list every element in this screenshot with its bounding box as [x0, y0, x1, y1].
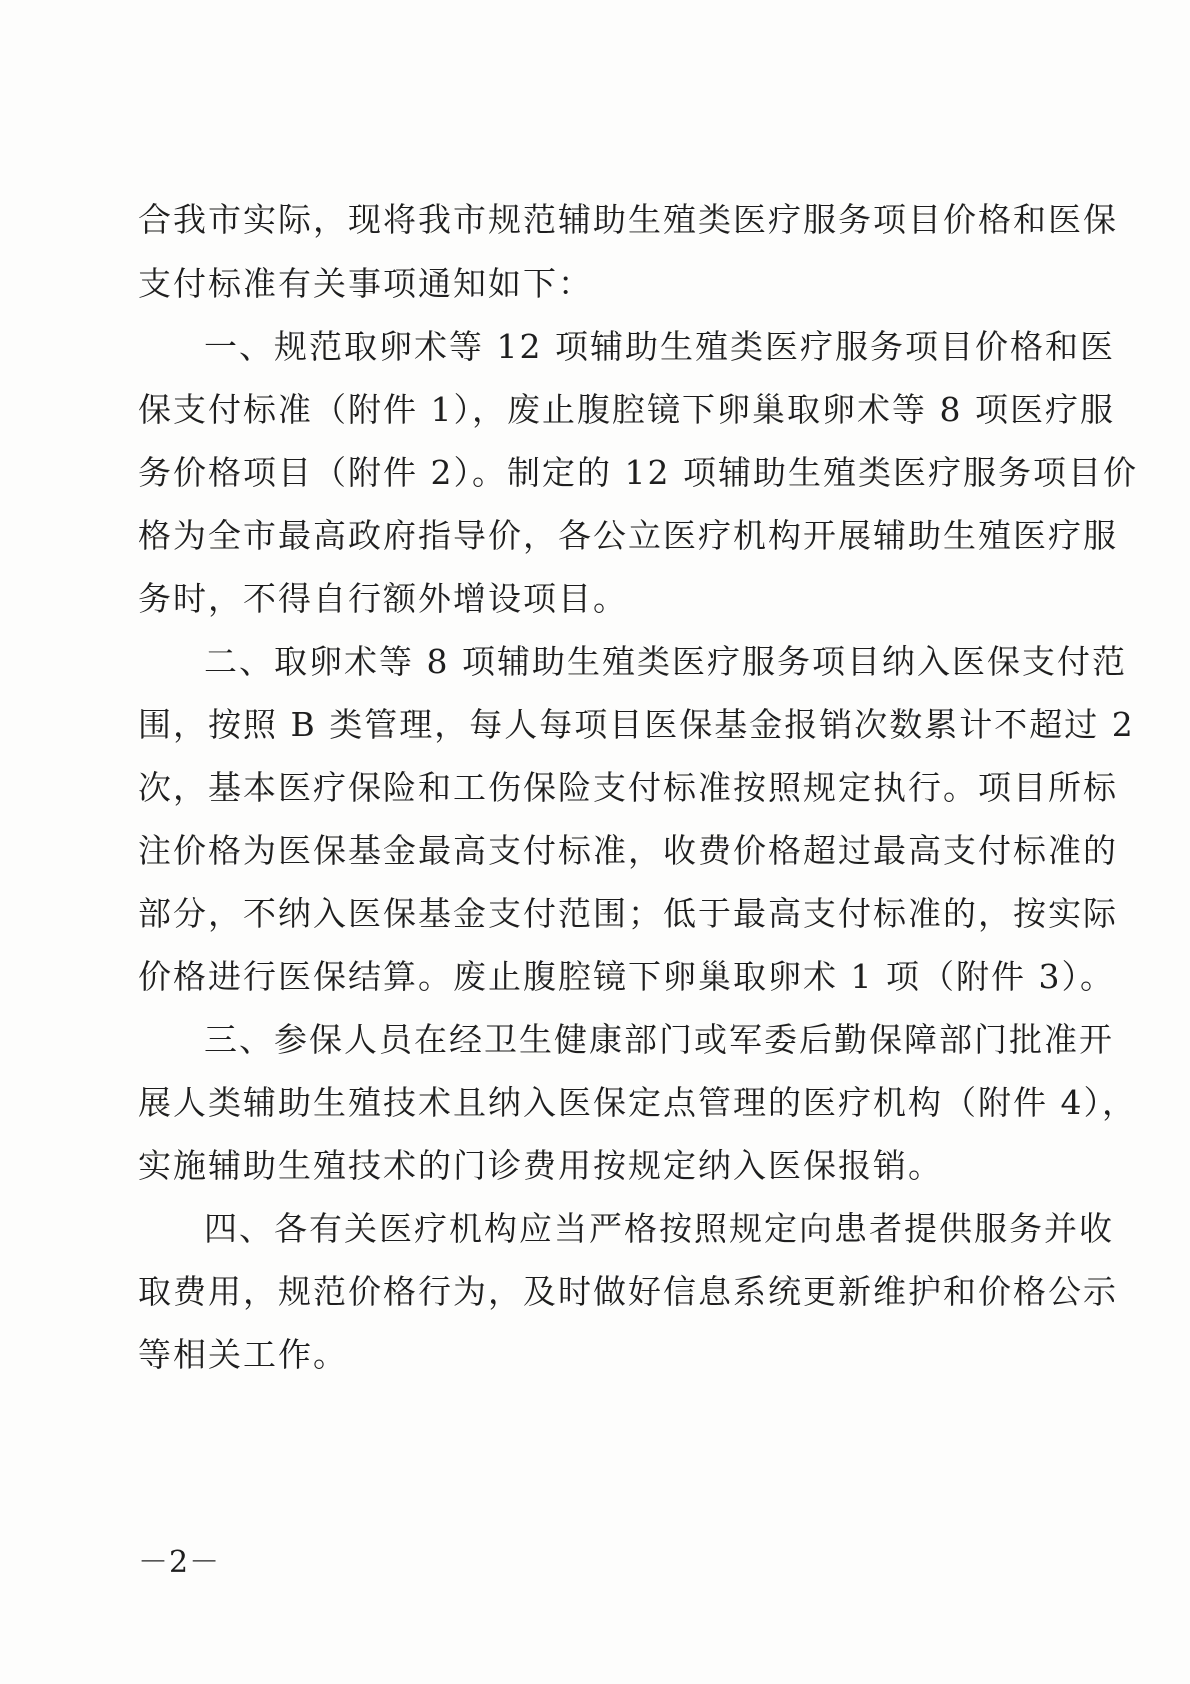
body-text-line: 围，按照 B 类管理，每人每项目医保基金报销次数累计不超过 2 — [138, 705, 1135, 744]
body-text-line: 部分，不纳入医保基金支付范围；低于最高支付标准的，按实际 — [138, 894, 1118, 933]
page-number: －2－ — [138, 1545, 221, 1580]
body-text-line: 合我市实际，现将我市规范辅助生殖类医疗服务项目价格和医保 — [138, 200, 1118, 239]
body-text-line: 保支付标准（附件 1），废止腹腔镜下卵巢取卵术等 8 项医疗服 — [138, 390, 1115, 429]
body-text-line: 一、规范取卵术等 12 项辅助生殖类医疗服务项目价格和医 — [204, 327, 1115, 366]
body-text-line: 等相关工作。 — [138, 1335, 348, 1374]
body-text-line: 二、取卵术等 8 项辅助生殖类医疗服务项目纳入医保支付范 — [204, 642, 1127, 681]
body-text-line: 次，基本医疗保险和工伤保险支付标准按照规定执行。项目所标 — [138, 768, 1118, 807]
body-text-line: 支付标准有关事项通知如下： — [138, 264, 593, 303]
body-text-line: 注价格为医保基金最高支付标准，收费价格超过最高支付标准的 — [138, 831, 1118, 870]
body-text-line: 价格进行医保结算。废止腹腔镜下卵巢取卵术 1 项（附件 3）。 — [138, 957, 1115, 996]
body-text-line: 格为全市最高政府指导价，各公立医疗机构开展辅助生殖医疗服 — [138, 516, 1118, 555]
body-text-line: 务时，不得自行额外增设项目。 — [138, 579, 628, 618]
body-text-line: 展人类辅助生殖技术且纳入医保定点管理的医疗机构（附件 4）， — [138, 1083, 1137, 1122]
body-text-line: 取费用，规范价格行为，及时做好信息系统更新维护和价格公示 — [138, 1272, 1118, 1311]
body-text-line: 三、参保人员在经卫生健康部门或军委后勤保障部门批准开 — [204, 1020, 1114, 1059]
body-text-line: 实施辅助生殖技术的门诊费用按规定纳入医保报销。 — [138, 1146, 943, 1185]
body-text-line: 务价格项目（附件 2）。制定的 12 项辅助生殖类医疗服务项目价 — [138, 453, 1138, 492]
body-text-line: 四、各有关医疗机构应当严格按照规定向患者提供服务并收 — [204, 1209, 1114, 1248]
